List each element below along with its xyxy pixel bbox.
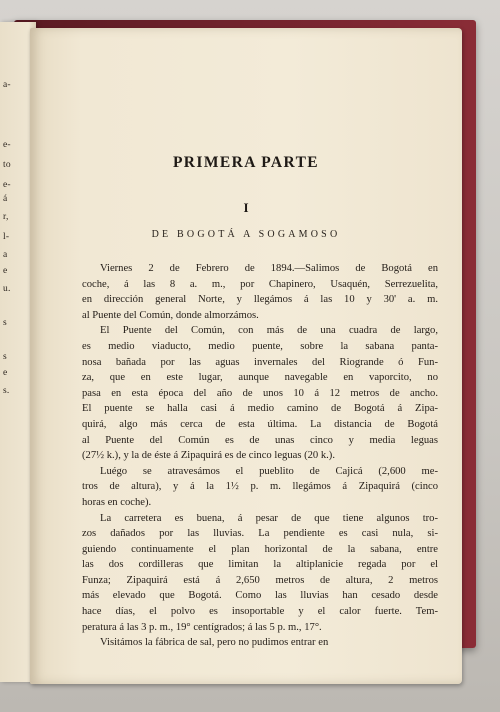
page-body xyxy=(82,261,438,651)
previous-page-text-fragment: e- xyxy=(3,180,11,190)
paragraph xyxy=(82,635,438,651)
book-page xyxy=(30,28,462,684)
previous-page-text-fragment: á xyxy=(3,194,8,204)
paragraph xyxy=(82,261,438,323)
previous-page-text-fragment: e xyxy=(3,368,8,378)
chapter-number: I xyxy=(243,200,249,215)
text-line: las dos cordilleras que limitan la altiplanicie regada por el xyxy=(82,559,438,571)
text-line: La carretera es buena, á pesar de que tiene algunos tro- xyxy=(100,512,438,524)
text-line: horas en coche). xyxy=(82,496,152,508)
text-line: zos dañados por las lluvias. La pendiente es casi nula, si- xyxy=(82,528,438,540)
paragraph xyxy=(82,464,438,511)
part-title: PRIMERA PARTE xyxy=(172,154,320,171)
previous-page-text-fragment: to xyxy=(3,160,11,170)
text-line: es medio viaducto, medio puente, sobre la sabana panta- xyxy=(82,340,438,352)
text-line: Funza; Zipaquirá está á 2,650 metros de altura, 2 metros xyxy=(82,574,438,586)
text-line: za, que en este lugar, aunque navegable en vaporcito, no xyxy=(82,372,438,384)
text-line: El Puente del Común, con más de una cuadra de largo, xyxy=(100,325,438,337)
text-line: peratura á las 3 p. m., 19° centígrados; á las 5 p. m., 17°. xyxy=(82,621,322,633)
text-line: hace días, el polvo es insoportable y el calor fuerte. Tem- xyxy=(82,606,438,618)
paragraph xyxy=(82,511,438,636)
previous-page-text-fragment: l- xyxy=(3,232,10,242)
text-line: en dirección general Norte, y llegámos á las 10 y 30' a. m. xyxy=(82,294,438,306)
paragraph xyxy=(82,323,438,463)
text-line: coche, á las 8 a. m., por Chapinero, Usaquén, Serrezuelita, xyxy=(82,278,438,290)
text-line: al Puente del Común es de unas cinco y media leguas xyxy=(82,434,438,446)
text-line: (27½ k.), y la de éste á Zipaquirá es de cinco leguas (20 k.). xyxy=(82,450,335,462)
text-line: más elevado que Bogotá. Como las lluvias han cesado desde xyxy=(82,590,438,602)
text-line: Luégo se atravesámos el pueblito de Cajicá (2,600 me- xyxy=(100,465,438,477)
previous-page-text-fragment: u. xyxy=(3,284,11,294)
text-line: tros de altura), y á la 1½ p. m. llegámos á Zipaquirá (cinco xyxy=(82,481,438,493)
previous-page-text-fragment: a- xyxy=(3,80,11,90)
text-line: al Puente del Común, donde almorzámos. xyxy=(82,309,259,321)
text-line: pasa en esta época del año de unos 10 á 12 metros de ancho. xyxy=(82,387,438,399)
previous-page-text-fragment: e- xyxy=(3,140,11,150)
text-line: nosa bañada por las aguas invernales del Riogrande ó Fun- xyxy=(82,356,438,368)
text-line: Viernes 2 de Febrero de 1894.—Salimos de Bogotá en xyxy=(100,263,438,274)
text-line: El puente se halla casi á medio camino de Bogotá á Zipa- xyxy=(82,403,438,415)
text-line: Visitámos la fábrica de sal, pero no pudimos entrar en xyxy=(100,637,329,649)
text-line: quirá, algo más cerca de esta última. La distancia de Bogotá xyxy=(82,418,438,430)
previous-page-text-fragment: s. xyxy=(3,386,10,396)
previous-page-text-fragment: a xyxy=(3,250,8,260)
text-line: guiendo continuamente el plan horizontal de la sabana, entre xyxy=(82,543,438,555)
chapter-title: DE BOGOTÁ A SOGAMOSO xyxy=(151,229,341,240)
previous-page-text-fragment: s xyxy=(3,318,7,328)
previous-page-text-fragment: s xyxy=(3,352,7,362)
previous-page-text-fragment: r, xyxy=(3,212,9,222)
previous-page-text-fragment: e xyxy=(3,266,8,276)
